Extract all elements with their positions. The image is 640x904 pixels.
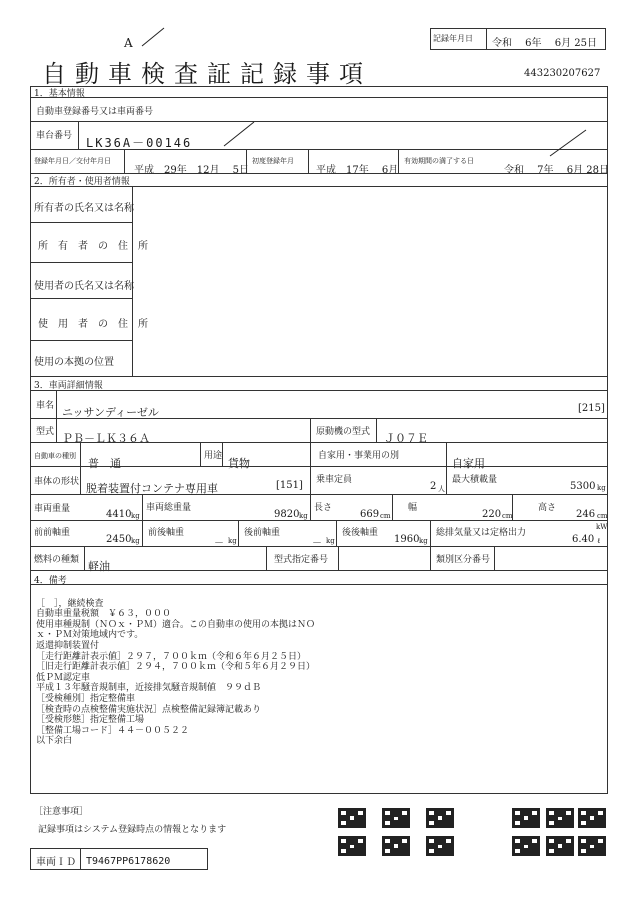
private-business-label: 自家用・事業用の別 (318, 451, 400, 461)
body-shape-value: 脱着装置付コンテナ専用車 (86, 482, 218, 495)
user-name-label: 使用者の氏名又は名称 (34, 281, 134, 292)
record-date-label: 記録年月日 (433, 34, 473, 43)
remarks-line: ［旧走行距離計表示値］２９４，７００ｋｍ（令和５年６月２９日） (36, 662, 316, 673)
pen-check-mark (548, 128, 588, 158)
front-rear-axle-unit: kg (228, 537, 237, 545)
vehicle-weight-label: 車両重量 (34, 504, 71, 514)
vehicle-type-value: 普 通 (88, 457, 121, 470)
width-value: 220 (482, 509, 502, 520)
remarks-line: ｘ・ＰＭ対策地域内です。 (36, 630, 144, 641)
width-unit: cm (502, 512, 513, 520)
length-label: 長さ (314, 503, 333, 513)
gross-weight-unit: kg (299, 512, 308, 520)
make-label: 車名 (36, 401, 55, 411)
rear-rear-axle-value: 1960 (394, 534, 420, 545)
front-front-axle-unit: kg (131, 537, 140, 545)
capacity-label: 乗車定員 (316, 475, 353, 485)
document-number: 443230207627 (524, 68, 601, 79)
front-rear-axle-label: 前後軸重 (148, 528, 185, 538)
length-unit: cm (380, 512, 391, 520)
remarks-line: 返還抑制装置付 (36, 640, 100, 651)
section-remarks-heading: 4．備考 (34, 576, 67, 586)
remarks-line: ［受検種別］指定整備車 (36, 693, 136, 704)
remarks-text (36, 588, 315, 758)
section-vehicle-heading: 3．車両詳細情報 (34, 381, 103, 391)
front-front-axle-label: 前前軸重 (34, 528, 71, 538)
capacity-value: 2 (430, 481, 437, 492)
remarks-line: 以下余白 (36, 736, 73, 747)
vehicle-weight-unit: kg (131, 512, 140, 520)
remarks-line: 平成１３年騒音規制車，近接排気騒音規制値 ９９ｄＢ (36, 683, 262, 694)
rear-front-axle-label: 後前軸重 (244, 528, 281, 538)
body-shape-label: 車体の形状 (34, 477, 80, 487)
use-value: 貨物 (228, 457, 250, 470)
private-business-value: 自家用 (452, 457, 485, 470)
max-load-value: 5300 (570, 481, 596, 492)
vehicle-weight-value: 4410 (106, 509, 132, 520)
remarks-line: ［受検形態］指定整備工場 (36, 715, 145, 726)
remarks-line: ［整備工場コード］４４－００５２２ (36, 725, 190, 736)
height-unit: cm (597, 512, 608, 520)
owner-name-label: 所有者の氏名又は名称 (34, 203, 134, 214)
record-date-value: 令和 6年 6月 25日 (492, 38, 597, 49)
fuel-type-label: 燃料の種類 (34, 555, 80, 565)
pen-check-mark (222, 120, 256, 148)
body-shape-code: [151] (276, 480, 303, 491)
displacement-label: 総排気量又は定格出力 (436, 528, 527, 538)
chassis-number-label: 車台番号 (36, 131, 73, 141)
base-location-label: 使用の本拠の位置 (34, 357, 114, 368)
fuel-type-value: 軽油 (88, 560, 110, 573)
designation-number-label: 型式指定番号 (274, 555, 329, 565)
chassis-number-value: LK36A－00146 (86, 136, 193, 150)
rear-rear-axle-unit: kg (419, 537, 428, 545)
expiry-date-value: 令和 7年 6月 28日 (504, 165, 609, 176)
width-label: 幅 (408, 503, 418, 513)
section-owner-heading: 2．所有者・使用者情報 (34, 177, 130, 187)
user-address-label: 使 用 者 の 住 所 (38, 319, 148, 330)
max-load-unit: kg (597, 484, 606, 492)
gross-weight-label: 車両総重量 (146, 503, 192, 513)
expiry-date-label: 有効期間の満了する日 (404, 157, 474, 165)
remarks-line: ［検査時の点検整備実施状況］点検整備記録簿記載あり (36, 704, 262, 715)
page-title: 自動車検査証記録事項 (42, 60, 372, 88)
category-number-label: 類別区分番号 (436, 555, 491, 565)
remarks-line: 自動車重量税額 ￥６３，０００ (36, 609, 172, 620)
height-label: 高さ (538, 503, 557, 513)
remarks-line: 低ＰＭ認定車 (36, 672, 91, 683)
engine-model-value: Ｊ０７Ｅ (384, 432, 428, 445)
caution-text: 記録事項はシステム登録時点の情報となります (38, 825, 227, 835)
use-label: 用途 (204, 451, 223, 461)
first-reg-value: 平成 17年 6月 (316, 165, 399, 176)
displacement-unit-kw: kW (596, 523, 608, 531)
model-label: 型式 (36, 427, 55, 437)
make-code: [215] (578, 403, 605, 414)
car-id-label: 車両ＩＤ (36, 857, 76, 868)
remarks-line: ［ ］，継続検査 (36, 598, 104, 609)
reg-number-label: 自動車登録番号又は車両番号 (36, 107, 154, 117)
max-load-label: 最大積載量 (452, 475, 498, 485)
car-id-value: T9467PP6178620 (86, 856, 171, 867)
reg-date-label: 登録年月日／交付年月日 (34, 157, 111, 165)
qr-code-group-right (512, 808, 608, 858)
height-value: 246 (576, 509, 596, 520)
qr-code-group-left (338, 808, 468, 858)
owner-address-label: 所 有 者 の 住 所 (38, 241, 148, 252)
remarks-line: ［走行距離計表示値］２９７，７００ｋｍ（令和６年６月２５日） (36, 651, 307, 662)
rear-front-axle-unit: kg (326, 537, 335, 545)
section-basic-info-heading: 1．基本情報 (34, 89, 85, 99)
displacement-unit: ℓ (597, 537, 601, 545)
pen-check-mark (140, 26, 166, 48)
first-reg-label: 初度登録年月 (252, 157, 294, 165)
reg-date-value: 平成 29年 12月 5日 (134, 165, 249, 176)
vehicle-type-label: 自動車の種別 (34, 452, 76, 460)
rear-front-axle-value: － (312, 538, 322, 549)
remarks-line: 使用車種規制（ＮＯｘ・ＰＭ）適合。この自動車の使用の本拠はＮＯ (36, 619, 316, 630)
capacity-unit: 人 (438, 485, 445, 493)
caution-heading: ［注意事項］ (34, 807, 89, 817)
rear-rear-axle-label: 後後軸重 (342, 528, 379, 538)
displacement-value: 6.40 (572, 534, 595, 545)
model-value: ＰＢ－ＬＫ３６Ａ (62, 432, 150, 445)
gross-weight-value: 9820 (274, 509, 300, 520)
front-rear-axle-value: － (214, 538, 224, 549)
section-mark: A (124, 36, 133, 50)
make-value: ニッサンディーゼル (62, 406, 159, 419)
length-value: 669 (360, 509, 380, 520)
front-front-axle-value: 2450 (106, 534, 132, 545)
engine-model-label: 原動機の型式 (316, 427, 371, 437)
